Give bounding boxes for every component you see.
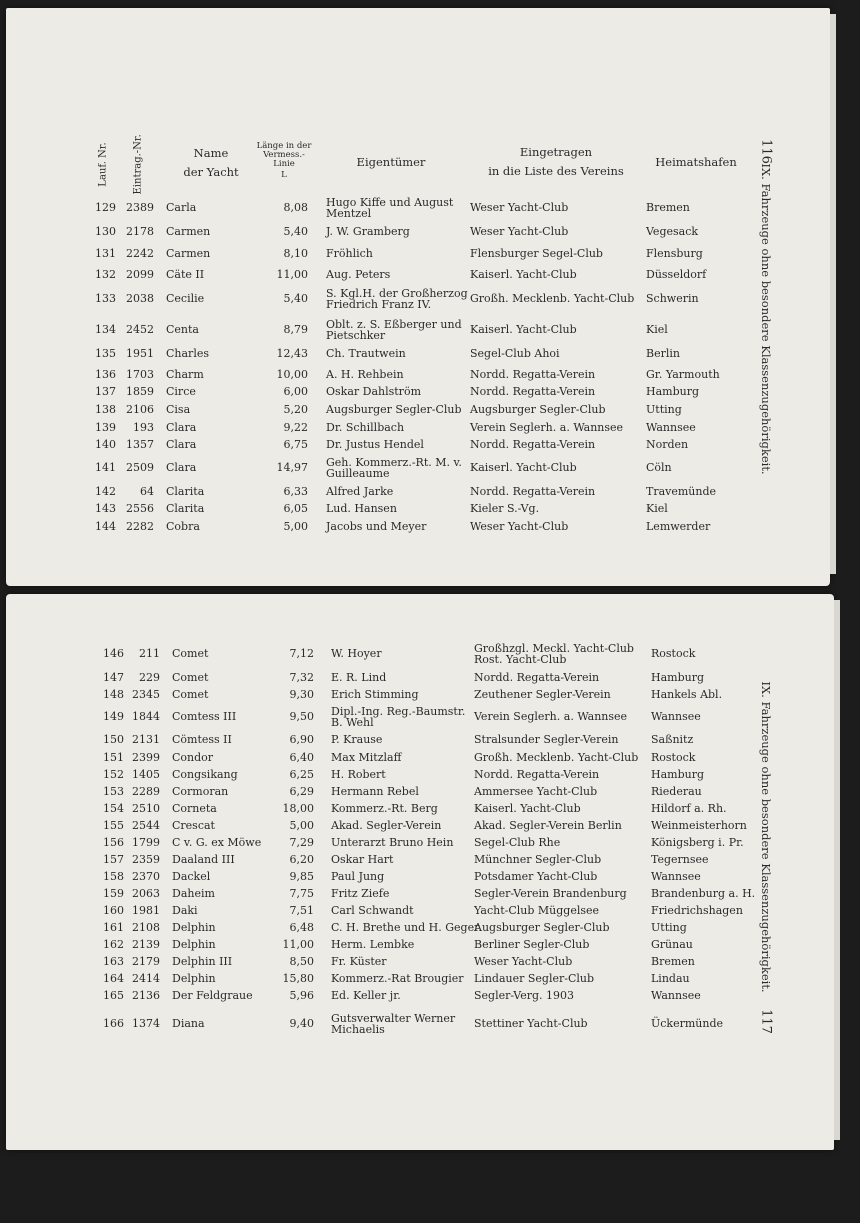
yacht-name: Clarita xyxy=(166,502,205,515)
lauf-nr: 151 xyxy=(103,751,124,764)
eintrag-nr: 2178 xyxy=(126,225,154,238)
lauf-nr: 148 xyxy=(103,688,124,701)
owner-name: S. Kgl.H. der Großherzog Friedrich Franz IV. xyxy=(326,287,468,311)
home-port: Friedrichshagen xyxy=(651,904,743,917)
lauf-nr: 146 xyxy=(103,647,124,660)
table-row xyxy=(6,644,766,664)
length-value: 6,05 xyxy=(283,502,308,515)
yacht-name: Cormoran xyxy=(172,785,229,798)
lauf-nr: 129 xyxy=(95,201,116,214)
eintrag-nr: 2282 xyxy=(126,520,154,533)
side-title: IX. Fahrzeuge ohne besondere Klassenzugehörigkeit. xyxy=(759,681,773,993)
lauf-nr: 142 xyxy=(95,485,116,498)
home-port: Königsberg i. Pr. xyxy=(651,836,744,849)
yacht-name: Carla xyxy=(166,201,197,214)
eintrag-nr: 2510 xyxy=(132,802,160,815)
length-value: 7,75 xyxy=(289,887,314,900)
length-value: 8,10 xyxy=(283,247,308,260)
club-name: Segler-Verein Brandenburg xyxy=(474,887,627,900)
header-length-2: Vermess.- xyxy=(263,150,305,160)
lauf-nr: 159 xyxy=(103,887,124,900)
club-name: Berliner Segler-Club xyxy=(474,938,590,951)
home-port: Wannsee xyxy=(646,421,696,434)
home-port: Bremen xyxy=(646,201,690,214)
home-port: Hankels Abl. xyxy=(651,688,723,701)
yacht-name: Daheim xyxy=(172,887,215,900)
table-row xyxy=(6,382,766,402)
length-value: 18,00 xyxy=(282,802,314,815)
yacht-name: Corneta xyxy=(172,802,217,815)
yacht-name: Cäte II xyxy=(166,268,205,281)
eintrag-nr: 193 xyxy=(133,421,154,434)
owner-name: Lud. Hansen xyxy=(326,502,397,515)
club-name: Nordd. Regatta-Verein xyxy=(474,671,600,684)
owner-name: Unterarzt Bruno Hein xyxy=(331,836,454,849)
yacht-name: Clara xyxy=(166,461,197,474)
owner-name: Paul Jung xyxy=(331,870,385,883)
eintrag-nr: 1859 xyxy=(126,385,154,398)
eintrag-nr: 2108 xyxy=(132,921,160,934)
owner-name: C. H. Brethe und H. Geger xyxy=(331,921,480,934)
home-port: Saßnitz xyxy=(651,733,694,746)
yacht-name: Clara xyxy=(166,421,197,434)
length-value: 5,00 xyxy=(283,520,308,533)
club-name: Weser Yacht-Club xyxy=(470,520,569,533)
yacht-name: Cisa xyxy=(166,403,191,416)
length-value: 6,33 xyxy=(283,485,308,498)
yacht-name: Clara xyxy=(166,438,197,451)
yacht-name: Delphin xyxy=(172,938,216,951)
yacht-name: Charles xyxy=(166,347,209,360)
eintrag-nr: 2359 xyxy=(132,853,160,866)
yacht-name: Dackel xyxy=(172,870,211,883)
lauf-nr: 155 xyxy=(103,819,124,832)
length-value: 7,51 xyxy=(289,904,314,917)
header-name-1: Name xyxy=(193,146,229,160)
home-port: Lindau xyxy=(651,972,690,985)
home-port: Ückermünde xyxy=(651,1017,724,1030)
owner-name: Kommerz.-Rat Brougier xyxy=(331,972,464,985)
home-port: Gr. Yarmouth xyxy=(646,368,720,381)
yacht-name: Congsikang xyxy=(172,768,238,781)
eintrag-nr: 2179 xyxy=(132,955,160,968)
yacht-name: Cobra xyxy=(166,520,200,533)
home-port: Bremen xyxy=(651,955,695,968)
club-name: Nordd. Regatta-Verein xyxy=(470,438,596,451)
owner-name: Ed. Keller jr. xyxy=(331,989,401,1002)
eintrag-nr: 2389 xyxy=(126,201,154,214)
length-value: 6,29 xyxy=(289,785,314,798)
eintrag-nr: 1703 xyxy=(126,368,154,381)
eintrag-nr: 2399 xyxy=(132,751,160,764)
length-value: 6,75 xyxy=(283,438,308,451)
yacht-name: C v. G. ex Möwe xyxy=(172,836,262,849)
owner-name: Hermann Rebel xyxy=(331,785,419,798)
home-port: Norden xyxy=(646,438,689,451)
table-row xyxy=(6,320,766,340)
lauf-nr: 141 xyxy=(95,461,116,474)
home-port: Schwerin xyxy=(646,292,699,305)
home-port: Vegesack xyxy=(646,225,699,238)
lauf-nr: 153 xyxy=(103,785,124,798)
length-value: 5,00 xyxy=(289,819,314,832)
yacht-name: Diana xyxy=(172,1017,205,1030)
lauf-nr: 132 xyxy=(95,268,116,281)
club-name: Segel-Club Rhe xyxy=(474,836,561,849)
home-port: Travemünde xyxy=(646,485,717,498)
length-value: 5,40 xyxy=(283,225,308,238)
table-row xyxy=(6,400,766,420)
owner-name: Oskar Dahlström xyxy=(326,385,421,398)
home-port: Lemwerder xyxy=(646,520,711,533)
eintrag-nr: 2099 xyxy=(126,268,154,281)
page-number: 117 xyxy=(758,1009,774,1034)
club-name: Kieler S.-Vg. xyxy=(470,502,540,515)
eintrag-nr: 1357 xyxy=(126,438,154,451)
lauf-nr: 160 xyxy=(103,904,124,917)
owner-name: Akad. Segler-Verein xyxy=(331,819,442,832)
table-row xyxy=(6,499,766,519)
length-value: 6,48 xyxy=(289,921,314,934)
table-row xyxy=(6,730,766,750)
header-club-1: Eingetragen xyxy=(519,145,593,159)
home-port: Rostock xyxy=(651,751,696,764)
page-117 xyxy=(6,594,834,1150)
eintrag-nr: 1844 xyxy=(132,710,160,723)
eintrag-nr: 2038 xyxy=(126,292,154,305)
length-value: 12,43 xyxy=(276,347,308,360)
yacht-name: Carmen xyxy=(166,225,211,238)
club-name: Potsdamer Yacht-Club xyxy=(474,870,598,883)
yacht-name: Delphin xyxy=(172,921,216,934)
lauf-nr: 143 xyxy=(95,502,116,515)
owner-name: Augsburger Segler-Club xyxy=(326,403,462,416)
length-value: 14,97 xyxy=(276,461,308,474)
table-row xyxy=(6,517,766,537)
yacht-name: Cecilie xyxy=(166,292,205,305)
table-row xyxy=(6,986,766,1006)
club-name: Segel-Club Ahoi xyxy=(470,347,560,360)
length-value: 6,20 xyxy=(289,853,314,866)
lauf-nr: 139 xyxy=(95,421,116,434)
home-port: Riederau xyxy=(651,785,702,798)
yacht-name: Der Feldgraue xyxy=(172,989,253,1002)
side-title: IX. Fahrzeuge ohne besondere Klassenzugehörigkeit. xyxy=(759,163,773,475)
yacht-name: Centa xyxy=(166,323,199,336)
club-name: Kaiserl. Yacht-Club xyxy=(474,802,581,815)
length-value: 9,85 xyxy=(289,870,314,883)
home-port: Grünau xyxy=(651,938,693,951)
club-name: Zeuthener Segler-Verein xyxy=(474,688,611,701)
lauf-nr: 154 xyxy=(103,802,124,815)
home-port: Cöln xyxy=(646,461,672,474)
page-number: 116 xyxy=(758,139,774,164)
club-name: Kaiserl. Yacht-Club xyxy=(470,268,577,281)
eintrag-nr: 1981 xyxy=(132,904,160,917)
table-row xyxy=(6,435,766,455)
lauf-nr: 162 xyxy=(103,938,124,951)
club-name: Nordd. Regatta-Verein xyxy=(470,368,596,381)
eintrag-nr: 2370 xyxy=(132,870,160,883)
length-value: 15,80 xyxy=(282,972,314,985)
header-eintrag-nr: Eintrag.-Nr. xyxy=(132,134,144,195)
home-port: Utting xyxy=(646,403,682,416)
eintrag-nr: 229 xyxy=(139,671,160,684)
club-name: Verein Seglerh. a. Wannsee xyxy=(470,421,624,434)
owner-name: Hugo Kiffe und August Mentzel xyxy=(326,196,454,220)
eintrag-nr: 1951 xyxy=(126,347,154,360)
table-row xyxy=(6,1014,766,1034)
home-port: Kiel xyxy=(646,502,668,515)
eintrag-nr: 1799 xyxy=(132,836,160,849)
lauf-nr: 150 xyxy=(103,733,124,746)
table-row xyxy=(6,289,766,309)
owner-name: Carl Schwandt xyxy=(331,904,414,917)
lauf-nr: 147 xyxy=(103,671,124,684)
length-value: 11,00 xyxy=(276,268,308,281)
owner-name: Max Mitzlaff xyxy=(331,751,402,764)
header-length-1: Länge in der xyxy=(256,141,312,151)
home-port: Hamburg xyxy=(651,768,705,781)
owner-name: Gutsverwalter Werner Michaelis xyxy=(331,1012,456,1036)
eintrag-nr: 2556 xyxy=(126,502,154,515)
table-row xyxy=(6,685,766,705)
owner-name: P. Krause xyxy=(331,733,383,746)
eintrag-nr: 2289 xyxy=(132,785,160,798)
lauf-nr: 156 xyxy=(103,836,124,849)
length-value: 8,50 xyxy=(289,955,314,968)
length-value: 10,00 xyxy=(276,368,308,381)
owner-name: Geh. Kommerz.-Rt. M. v. Guilleaume xyxy=(326,456,462,480)
lauf-nr: 134 xyxy=(95,323,116,336)
lauf-nr: 130 xyxy=(95,225,116,238)
lauf-nr: 163 xyxy=(103,955,124,968)
yacht-name: Circe xyxy=(166,385,196,398)
club-name: Nordd. Regatta-Verein xyxy=(474,768,600,781)
home-port: Rostock xyxy=(651,647,696,660)
length-value: 5,20 xyxy=(283,403,308,416)
owner-name: Fröhlich xyxy=(326,247,373,260)
owner-name: Herm. Lembke xyxy=(331,938,415,951)
lauf-nr: 166 xyxy=(103,1017,124,1030)
home-port: Wannsee xyxy=(651,870,701,883)
length-value: 5,96 xyxy=(289,989,314,1002)
home-port: Hamburg xyxy=(646,385,700,398)
owner-name: E. R. Lind xyxy=(331,671,387,684)
home-port: Hamburg xyxy=(651,671,705,684)
home-port: Utting xyxy=(651,921,687,934)
yacht-name: Crescat xyxy=(172,819,215,832)
table-row xyxy=(6,265,766,285)
yacht-name: Comet xyxy=(172,671,209,684)
yacht-name: Charm xyxy=(166,368,204,381)
yacht-name: Comtess III xyxy=(172,710,237,723)
table-row xyxy=(6,458,766,478)
length-value: 9,40 xyxy=(289,1017,314,1030)
yacht-name: Condor xyxy=(172,751,214,764)
eintrag-nr: 2139 xyxy=(132,938,160,951)
owner-name: Ch. Trautwein xyxy=(326,347,406,360)
yacht-name: Delphin xyxy=(172,972,216,985)
owner-name: Jacobs und Meyer xyxy=(326,520,427,533)
club-name: Großh. Mecklenb. Yacht-Club xyxy=(474,751,639,764)
lauf-nr: 165 xyxy=(103,989,124,1002)
club-name: Nordd. Regatta-Verein xyxy=(470,385,596,398)
page-edge xyxy=(830,14,836,574)
home-port: Berlin xyxy=(646,347,680,360)
lauf-nr: 161 xyxy=(103,921,124,934)
home-port: Wannsee xyxy=(651,989,701,1002)
home-port: Flensburg xyxy=(646,247,703,260)
eintrag-nr: 1405 xyxy=(132,768,160,781)
home-port: Tegernsee xyxy=(651,853,709,866)
lauf-nr: 138 xyxy=(95,403,116,416)
club-name: Augsburger Segler-Club xyxy=(474,921,610,934)
club-name: Weser Yacht-Club xyxy=(474,955,573,968)
owner-name: Dr. Schillbach xyxy=(326,421,405,434)
eintrag-nr: 2242 xyxy=(126,247,154,260)
length-value: 8,79 xyxy=(283,323,308,336)
yacht-name: Daki xyxy=(172,904,198,917)
owner-name: Dipl.-Ing. Reg.-Baumstr. B. Wehl xyxy=(331,705,466,729)
owner-name: Oblt. z. S. Eßberger und Pietschker xyxy=(326,318,462,342)
header-length-4: L xyxy=(281,170,287,180)
home-port: Wannsee xyxy=(651,710,701,723)
owner-name: J. W. Gramberg xyxy=(326,225,410,238)
lauf-nr: 158 xyxy=(103,870,124,883)
club-name: Akad. Segler-Verein Berlin xyxy=(474,819,622,832)
owner-name: W. Hoyer xyxy=(331,647,382,660)
owner-name: Fr. Küster xyxy=(331,955,387,968)
length-value: 9,22 xyxy=(283,421,308,434)
eintrag-nr: 2452 xyxy=(126,323,154,336)
club-name: Münchner Segler-Club xyxy=(474,853,602,866)
lauf-nr: 131 xyxy=(95,247,116,260)
club-name: Ammersee Yacht-Club xyxy=(474,785,598,798)
header-owner: Eigentümer xyxy=(356,155,426,169)
lauf-nr: 144 xyxy=(95,520,116,533)
length-value: 6,25 xyxy=(289,768,314,781)
owner-name: Kommerz.-Rt. Berg xyxy=(331,802,438,815)
length-value: 7,29 xyxy=(289,836,314,849)
club-name: Stralsunder Segler-Verein xyxy=(474,733,619,746)
eintrag-nr: 2414 xyxy=(132,972,160,985)
owner-name: Erich Stimming xyxy=(331,688,419,701)
yacht-name: Carmen xyxy=(166,247,211,260)
header-club-2: in die Liste des Vereins xyxy=(488,164,624,178)
length-value: 6,00 xyxy=(283,385,308,398)
eintrag-nr: 2345 xyxy=(132,688,160,701)
eintrag-nr: 211 xyxy=(139,647,160,660)
club-name: Yacht-Club Müggelsee xyxy=(474,904,600,917)
length-value: 6,90 xyxy=(289,733,314,746)
eintrag-nr: 2063 xyxy=(132,887,160,900)
owner-name: Fritz Ziefe xyxy=(331,887,390,900)
home-port: Kiel xyxy=(646,323,668,336)
club-name: Weser Yacht-Club xyxy=(470,225,569,238)
table-row xyxy=(6,198,766,218)
table-row xyxy=(6,707,766,727)
header-name-2: der Yacht xyxy=(183,165,239,179)
length-value: 9,50 xyxy=(289,710,314,723)
eintrag-nr: 2106 xyxy=(126,403,154,416)
owner-name: Aug. Peters xyxy=(326,268,391,281)
lauf-nr: 149 xyxy=(103,710,124,723)
header-home: Heimatshafen xyxy=(655,155,737,169)
lauf-nr: 136 xyxy=(95,368,116,381)
eintrag-nr: 64 xyxy=(140,485,154,498)
lauf-nr: 133 xyxy=(95,292,116,305)
club-name: Nordd. Regatta-Verein xyxy=(470,485,596,498)
yacht-name: Delphin III xyxy=(172,955,233,968)
length-value: 7,12 xyxy=(289,647,314,660)
home-port: Hildorf a. Rh. xyxy=(651,802,727,815)
table-row xyxy=(6,244,766,264)
club-name: Augsburger Segler-Club xyxy=(470,403,606,416)
lauf-nr: 164 xyxy=(103,972,124,985)
length-value: 6,40 xyxy=(289,751,314,764)
yacht-name: Comet xyxy=(172,688,209,701)
club-name: Großh. Mecklenb. Yacht-Club xyxy=(470,292,635,305)
eintrag-nr: 2136 xyxy=(132,989,160,1002)
length-value: 8,08 xyxy=(283,201,308,214)
home-port: Brandenburg a. H. xyxy=(651,887,756,900)
table-row xyxy=(6,344,766,364)
club-name: Großhzgl. Meckl. Yacht-Club Rost. Yacht-Club xyxy=(474,642,634,666)
club-name: Verein Seglerh. a. Wannsee xyxy=(474,710,628,723)
table-row xyxy=(6,222,766,242)
owner-name: Alfred Jarke xyxy=(326,485,394,498)
length-value: 7,32 xyxy=(289,671,314,684)
eintrag-nr: 2544 xyxy=(132,819,160,832)
home-port: Weinmeisterhorn xyxy=(651,819,747,832)
club-name: Kaiserl. Yacht-Club xyxy=(470,323,577,336)
club-name: Kaiserl. Yacht-Club xyxy=(470,461,577,474)
lauf-nr: 137 xyxy=(95,385,116,398)
eintrag-nr: 1374 xyxy=(132,1017,160,1030)
length-value: 5,40 xyxy=(283,292,308,305)
length-value: 9,30 xyxy=(289,688,314,701)
lauf-nr: 157 xyxy=(103,853,124,866)
owner-name: Dr. Justus Hendel xyxy=(326,438,424,451)
length-value: 11,00 xyxy=(282,938,314,951)
header-length-3: Linie xyxy=(273,159,295,169)
club-name: Stettiner Yacht-Club xyxy=(474,1017,588,1030)
owner-name: Oskar Hart xyxy=(331,853,394,866)
yacht-name: Daaland III xyxy=(172,853,235,866)
yacht-name: Comet xyxy=(172,647,209,660)
eintrag-nr: 2131 xyxy=(132,733,160,746)
lauf-nr: 135 xyxy=(95,347,116,360)
eintrag-nr: 2509 xyxy=(126,461,154,474)
owner-name: A. H. Rehbein xyxy=(326,368,404,381)
header-lauf-nr: Lauf. Nr. xyxy=(97,142,109,187)
yacht-name: Cömtess II xyxy=(172,733,232,746)
club-name: Segler-Verg. 1903 xyxy=(474,989,575,1002)
club-name: Weser Yacht-Club xyxy=(470,201,569,214)
page-edge xyxy=(834,600,840,1140)
lauf-nr: 152 xyxy=(103,768,124,781)
owner-name: H. Robert xyxy=(331,768,386,781)
lauf-nr: 140 xyxy=(95,438,116,451)
home-port: Düsseldorf xyxy=(646,268,707,281)
page-116 xyxy=(6,8,830,586)
yacht-name: Clarita xyxy=(166,485,205,498)
club-name: Flensburger Segel-Club xyxy=(470,247,603,260)
club-name: Lindauer Segler-Club xyxy=(474,972,595,985)
